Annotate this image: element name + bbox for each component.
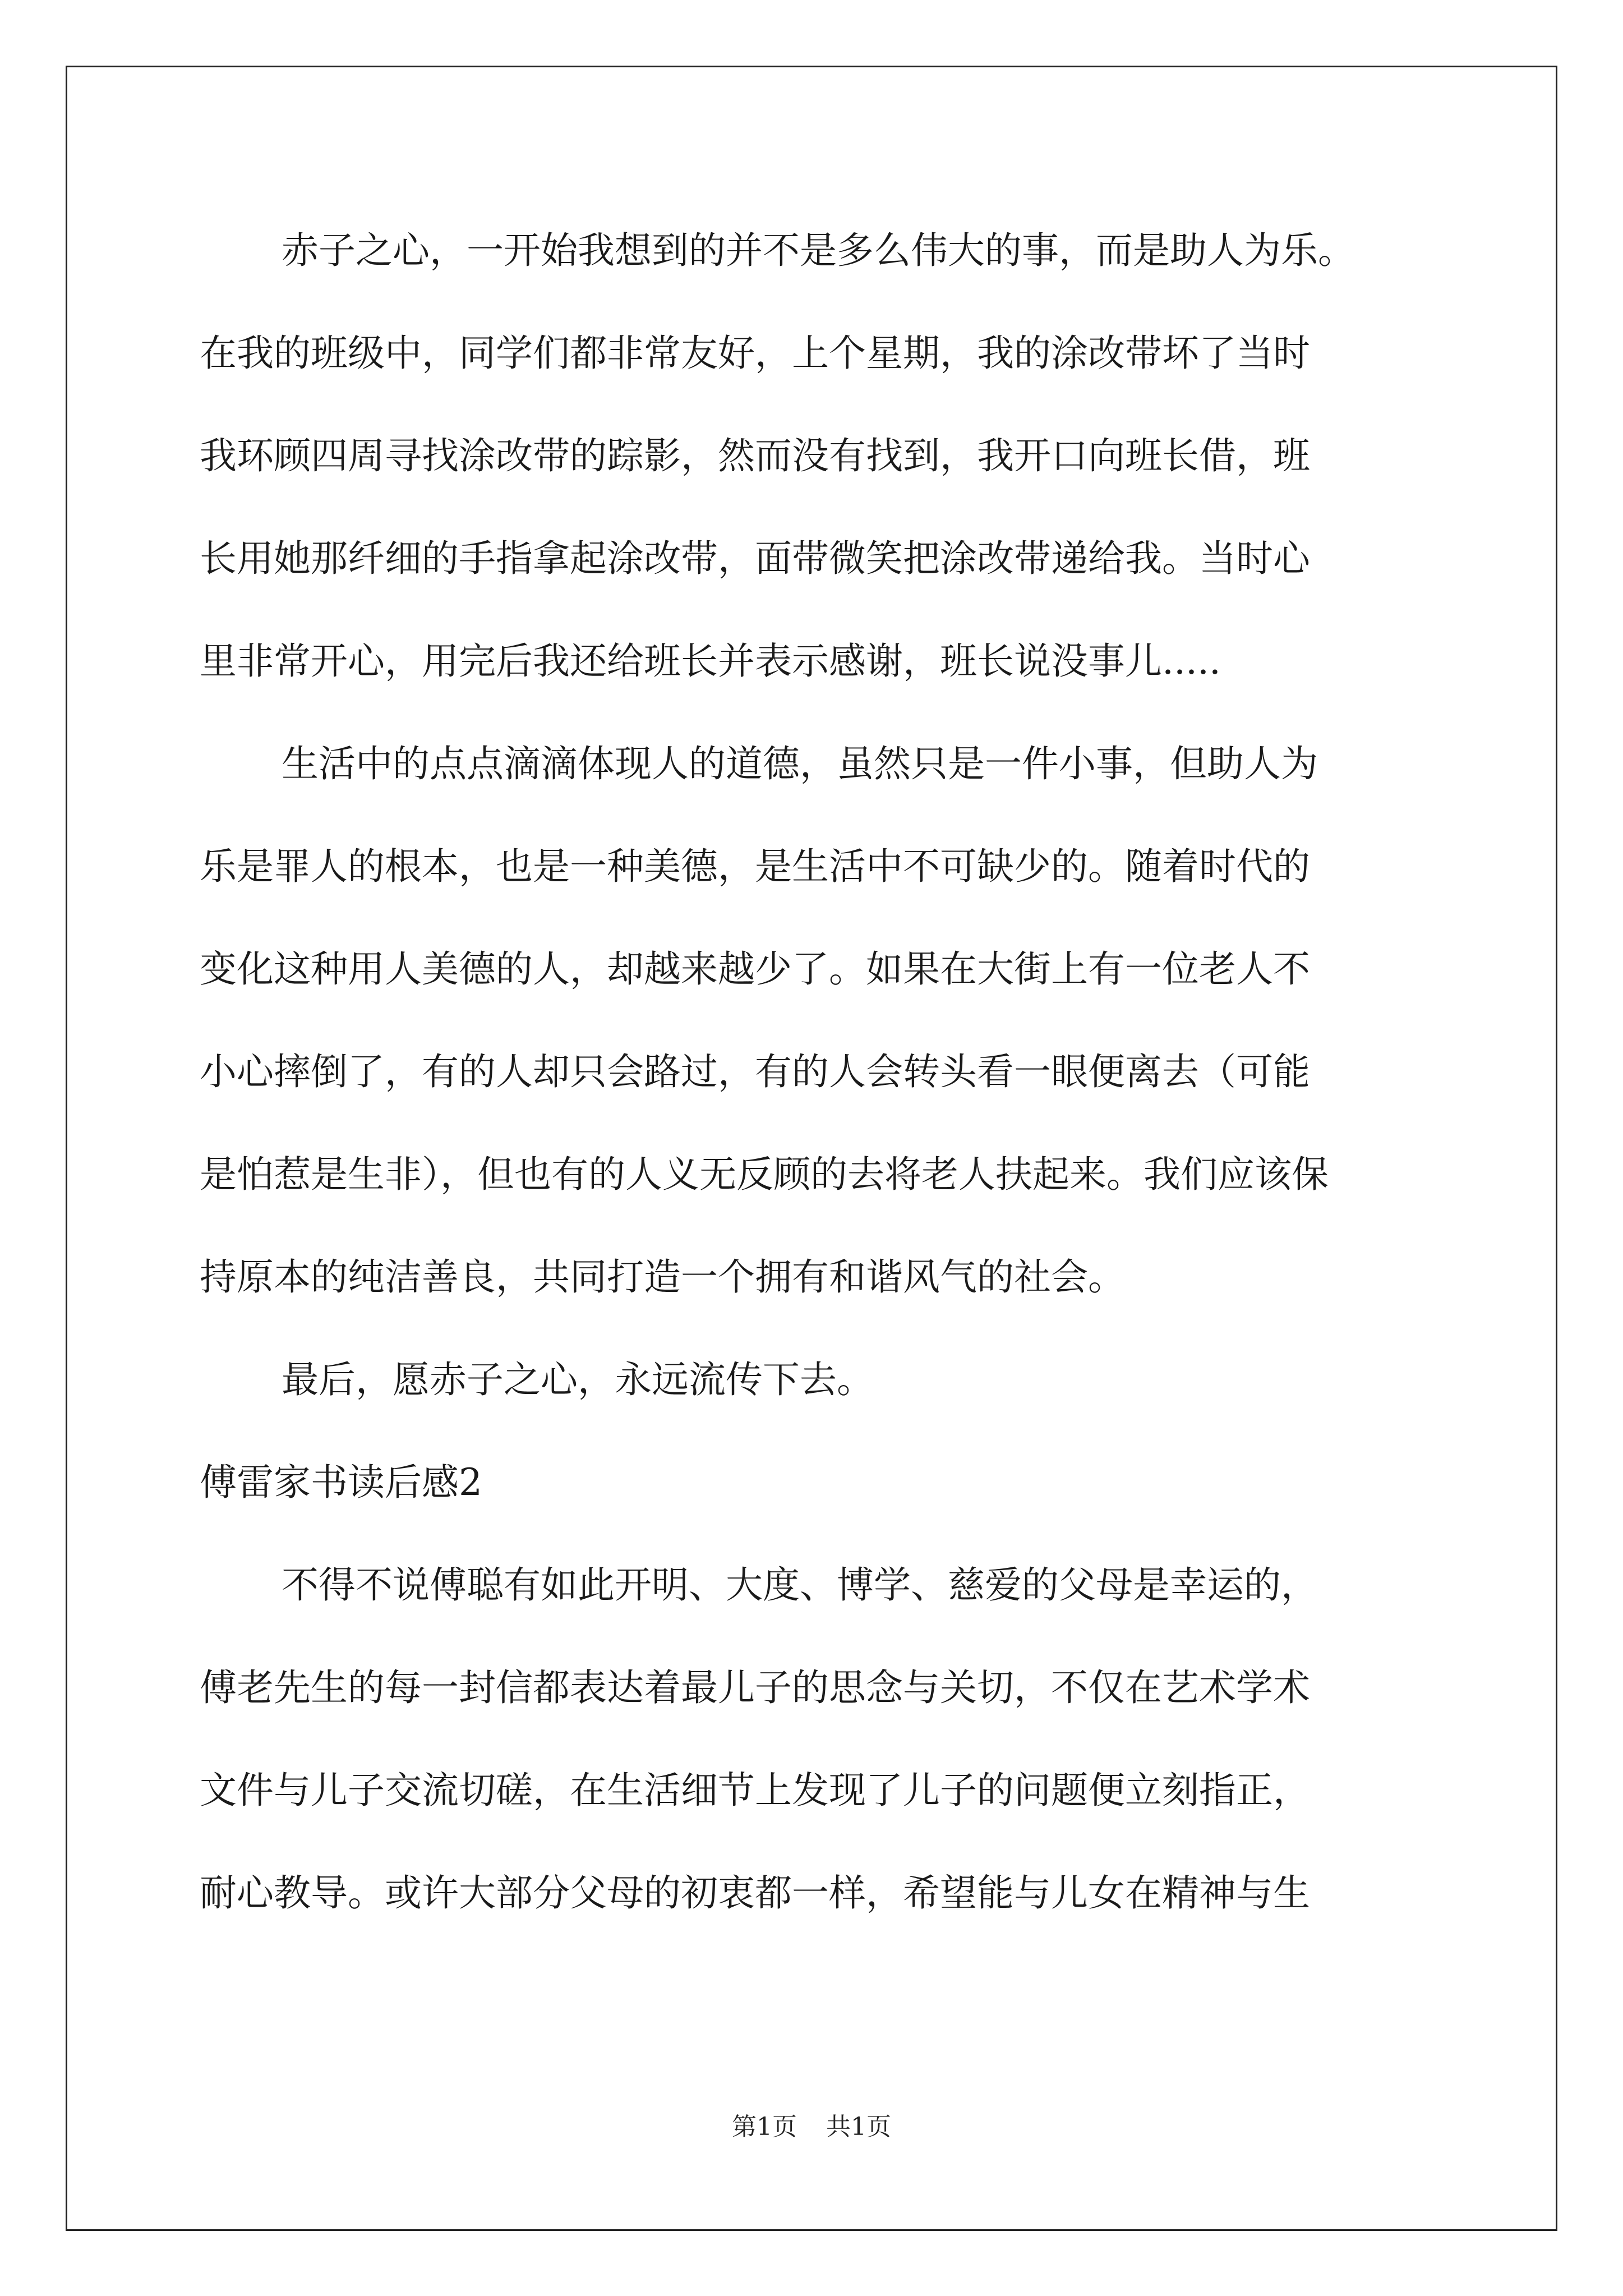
paragraph-line: 傅老先生的每一封信都表达着最儿子的思念与关切，不仅在艺术学术 <box>200 1666 1310 1709</box>
paragraph-line: 变化这种用人美德的人，却越来越少了。如果在大街上有一位老人不 <box>200 947 1310 991</box>
paragraph-line: 不得不说傅聪有如此开明、大度、博学、慈爱的父母是幸运的， <box>282 1563 1318 1607</box>
page-footer <box>0 2106 1623 2142</box>
paragraph-line: 里非常开心，用完后我还给班长并表示感谢，班长说没事儿..... <box>200 639 1221 683</box>
paragraph-line: 乐是罪人的根本，也是一种美德，是生活中不可缺少的。随着时代的 <box>200 845 1310 888</box>
paragraph-line: 生活中的点点滴滴体现人的道德，虽然只是一件小事，但助人为 <box>282 742 1318 785</box>
paragraph-line: 在我的班级中，同学们都非常友好，上个星期，我的涂改带坏了当时 <box>200 332 1310 375</box>
paragraph-line: 长用她那纤细的手指拿起涂改带，面带微笑把涂改带递给我。当时心 <box>200 537 1310 580</box>
page-number: 第1页 <box>732 2113 797 2141</box>
paragraph-line: 是怕惹是生非），但也有的人义无反顾的去将老人扶起来。我们应该保 <box>200 1153 1329 1196</box>
paragraph-line: 文件与儿子交流切磋，在生活细节上发现了儿子的问题便立刻指正， <box>200 1769 1310 1812</box>
paragraph-line: 我环顾四周寻找涂改带的踪影，然而没有找到，我开口向班长借，班 <box>200 434 1310 477</box>
document-body <box>200 199 1433 1944</box>
paragraph-line: 耐心教导。或许大部分父母的初衷都一样，希望能与儿女在精神与生 <box>200 1871 1310 1915</box>
paragraph-line: 持原本的纯洁善良，共同打造一个拥有和谐风气的社会。 <box>200 1255 1125 1299</box>
paragraph-line: 最后，愿赤子之心，永远流传下去。 <box>282 1358 874 1401</box>
paragraph-line: 赤子之心，一开始我想到的并不是多么伟大的事，而是助人为乐。 <box>282 229 1355 272</box>
paragraph-line: 小心摔倒了，有的人却只会路过，有的人会转头看一眼便离去（可能 <box>200 1050 1310 1093</box>
section-heading: 傅雷家书读后感2 <box>200 1461 482 1504</box>
page-total: 共1页 <box>826 2113 891 2141</box>
